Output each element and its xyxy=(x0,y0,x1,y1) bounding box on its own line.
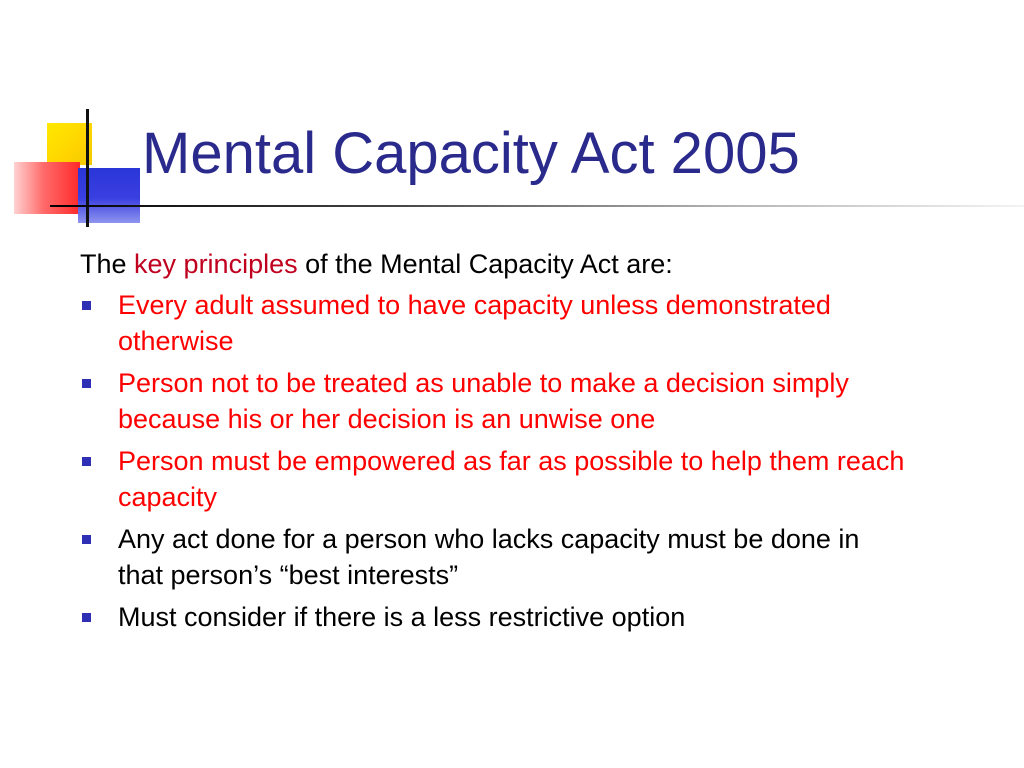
intro-prefix: The xyxy=(80,249,135,279)
intro-line xyxy=(80,246,910,282)
slide-body xyxy=(80,246,910,641)
list-item xyxy=(80,287,910,359)
bullet-text: Any act done for a person who lacks capacity must be done in that person’s “best interests” xyxy=(118,524,860,590)
square-bullet-icon xyxy=(82,613,91,622)
vertical-rule xyxy=(86,109,89,227)
intro-suffix: of the Mental Capacity Act are: xyxy=(297,249,673,279)
square-bullet-icon xyxy=(82,301,91,310)
list-item xyxy=(80,365,910,437)
bullet-text: Must consider if there is a less restrictive option xyxy=(118,602,686,632)
list-item xyxy=(80,521,910,593)
decorative-logo xyxy=(0,0,160,240)
list-item xyxy=(80,599,910,635)
square-bullet-icon xyxy=(82,535,91,544)
bullet-text: Person not to be treated as unable to make a decision simply because his or her decision is an unwise one xyxy=(118,368,849,434)
bullet-text: Every adult assumed to have capacity unless demonstrated otherwise xyxy=(118,290,831,356)
slide-title: Mental Capacity Act 2005 xyxy=(142,121,800,186)
list-item xyxy=(80,443,910,515)
intro-highlight: key principles xyxy=(134,249,298,279)
principles-list xyxy=(80,287,910,635)
bullet-text: Person must be empowered as far as possible to help them reach capacity xyxy=(118,446,905,512)
square-bullet-icon xyxy=(82,379,91,388)
square-bullet-icon xyxy=(82,457,91,466)
title-underline xyxy=(50,205,1024,207)
